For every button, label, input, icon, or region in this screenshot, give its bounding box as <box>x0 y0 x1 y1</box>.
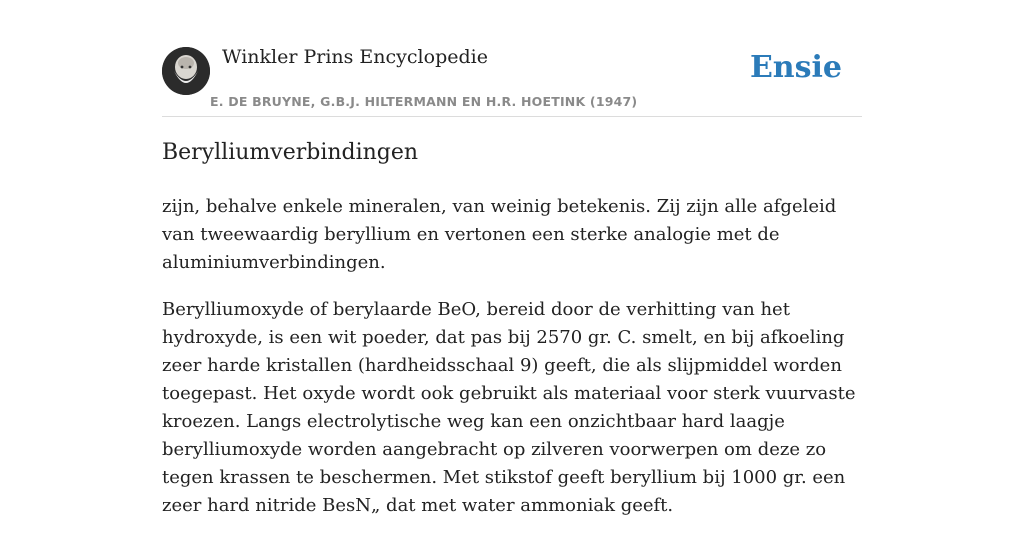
authors-line: E. DE BRUYNE, G.B.J. HILTERMANN EN H.R. HOETINK (1947) <box>210 94 638 109</box>
article-body <box>162 193 862 539</box>
article-paragraph: Berylliumoxyde of berylaarde BeO, bereid door de verhitting van het hydroxyde, is een wit poeder, dat pas bij 2570 gr. C. smelt, en bij afkoeling zeer harde kristallen (hardheidsschaal 9) geeft, die als slijpmiddel worden toegepast. Het oxyde wordt ook gebruikt als materiaal voor sterk vuurvaste kroezen. Langs electrolytische weg kan een onzichtbaar hard laagje berylliumoxyde worden aangebracht op zilveren voorwerpen om deze zo tegen krassen te beschermen. Met stikstof geeft beryllium bij 1000 gr. een zeer hard nitride BesN„ dat met water ammoniak geeft. <box>162 299 856 516</box>
header <box>162 0 862 117</box>
article-paragraph: zijn, behalve enkele mineralen, van weinig betekenis. Zij zijn alle afgeleid van tweewaardig beryllium en vertonen een sterke analogie met de aluminiumverbindingen. <box>162 196 837 273</box>
page-title: Berylliumverbindingen <box>162 140 419 165</box>
author-avatar[interactable] <box>162 47 210 95</box>
brand-logo-link[interactable]: Ensie <box>749 50 842 85</box>
page-container <box>162 0 862 516</box>
book-title[interactable]: Winkler Prins Encyclopedie <box>222 46 488 68</box>
